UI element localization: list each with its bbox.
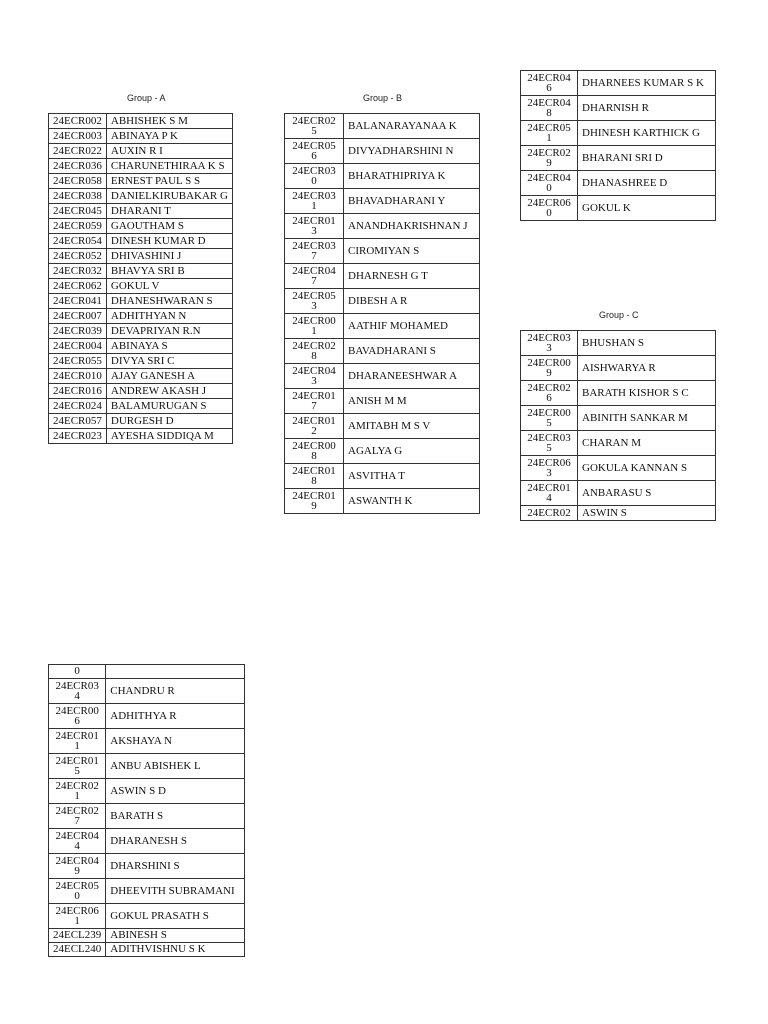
student-name-cell: CHARAN M <box>578 431 716 456</box>
roll-number-part: 24ECR06 <box>55 905 99 917</box>
roll-number-part: 3 <box>546 342 552 354</box>
student-name-cell: BHAVYA SRI B <box>106 264 232 279</box>
table-row <box>49 234 233 249</box>
roll-number-cell <box>521 406 578 431</box>
roll-number-part: 24ECR01 <box>55 730 99 742</box>
table-row <box>521 406 716 431</box>
student-name-cell: ANBU ABISHEK L <box>106 754 245 779</box>
student-name-cell: CHANDRU R <box>106 679 245 704</box>
table-row <box>49 399 233 414</box>
table-row <box>49 754 245 779</box>
table-row <box>49 679 245 704</box>
table-row <box>49 779 245 804</box>
roll-number-part: 24ECR00 <box>292 315 336 327</box>
roll-number-part: 24ECR03 <box>292 240 336 252</box>
roll-number-part: 3 <box>311 375 317 387</box>
roll-number-cell <box>521 96 578 121</box>
table-row <box>49 943 245 957</box>
roll-number-cell <box>521 331 578 356</box>
table-row <box>49 665 245 679</box>
roll-number-cell <box>521 121 578 146</box>
roll-number-part: 1 <box>546 132 552 144</box>
roll-number-part: 5 <box>546 417 552 429</box>
table-row <box>285 389 480 414</box>
roll-number-part: 0 <box>546 207 552 219</box>
table-row <box>521 71 716 96</box>
table-row <box>49 339 233 354</box>
roll-number-part: 24ECR03 <box>292 190 336 202</box>
roll-number-part: 24ECR05 <box>292 140 336 152</box>
roll-number-cell <box>285 239 344 264</box>
roll-number-part: 3 <box>311 300 317 312</box>
student-name-cell: BALANARAYANAA K <box>344 114 480 139</box>
student-name-cell: ERNEST PAUL S S <box>106 174 232 189</box>
roll-number-cell <box>285 339 344 364</box>
roll-number-part: 24ECR01 <box>292 390 336 402</box>
table-row <box>49 729 245 754</box>
roll-number-part: 24ECR02 <box>527 147 571 159</box>
roll-number-part: 1 <box>74 915 80 927</box>
student-name-cell: ADITHVISHNU S K <box>106 943 245 957</box>
roll-number-cell <box>285 189 344 214</box>
table-row <box>49 279 233 294</box>
student-name-cell: GOKULA KANNAN S <box>578 456 716 481</box>
student-name-cell: BARATH KISHOR S C <box>578 381 716 406</box>
roll-number-cell <box>285 114 344 139</box>
roll-number-cell <box>521 456 578 481</box>
roll-number-part: 1 <box>311 325 317 337</box>
roll-number-part: 24ECR02 <box>527 382 571 394</box>
table-row <box>49 904 245 929</box>
roll-number-part: 8 <box>311 350 317 362</box>
roll-number-cell: 24ECR041 <box>49 294 107 309</box>
student-name-cell: ADHITHYA R <box>106 704 245 729</box>
roll-number-part: 24ECR02 <box>55 805 99 817</box>
roll-number-part: 4 <box>74 840 80 852</box>
table-row <box>49 704 245 729</box>
student-name-cell: BHARATHIPRIYA K <box>344 164 480 189</box>
table-row <box>49 804 245 829</box>
student-name-cell: DHARNEES KUMAR S K <box>578 71 716 96</box>
table-row <box>521 481 716 506</box>
roll-number-part: 6 <box>74 715 80 727</box>
roll-number-part: 0 <box>311 175 317 187</box>
roll-number-cell <box>285 264 344 289</box>
roll-number-cell <box>285 464 344 489</box>
roll-number-part: 6 <box>546 82 552 94</box>
roll-number-cell <box>285 314 344 339</box>
roll-number-cell: 24ECR058 <box>49 174 107 189</box>
roll-number-part: 1 <box>311 200 317 212</box>
table-row <box>285 339 480 364</box>
student-name-cell: ASWIN S <box>578 506 716 521</box>
table-row <box>285 214 480 239</box>
roll-number-cell <box>285 164 344 189</box>
student-name-cell: AATHIF MOHAMED <box>344 314 480 339</box>
roll-number-part: 24ECR02 <box>292 115 336 127</box>
roll-number-cell: 24ECR016 <box>49 384 107 399</box>
table-row <box>285 139 480 164</box>
roll-number-cell: 24ECR002 <box>49 114 107 129</box>
roll-number-cell <box>49 804 106 829</box>
table-row <box>49 204 233 219</box>
student-name-cell: ABINAYA S <box>106 339 232 354</box>
roll-number-cell: 24ECR055 <box>49 354 107 369</box>
roll-number-part: 24ECR00 <box>527 407 571 419</box>
roll-number-cell: 24ECR062 <box>49 279 107 294</box>
roll-number-part: 24ECR04 <box>527 72 571 84</box>
roll-number-cell: 24ECR059 <box>49 219 107 234</box>
roll-number-part: 24ECR01 <box>292 465 336 477</box>
roll-number-cell: 24ECR052 <box>49 249 107 264</box>
roll-number-part: 24ECR01 <box>55 755 99 767</box>
table-row <box>521 506 716 521</box>
student-name-cell: ABINESH S <box>106 929 245 943</box>
student-name-cell: GOKUL K <box>578 196 716 221</box>
table-row <box>49 219 233 234</box>
roll-number-cell: 24ECR036 <box>49 159 107 174</box>
roll-number-part: 24ECR03 <box>292 165 336 177</box>
student-name-cell: ASVITHA T <box>344 464 480 489</box>
table-row <box>49 294 233 309</box>
roll-number-part: 24ECR01 <box>292 490 336 502</box>
table-row <box>285 364 480 389</box>
student-name-cell: BHUSHAN S <box>578 331 716 356</box>
student-name-cell: GAOUTHAM S <box>106 219 232 234</box>
roll-number-cell <box>49 729 106 754</box>
table-row <box>285 289 480 314</box>
student-name-cell: BALAMURUGAN S <box>106 399 232 414</box>
student-name-cell: DIVYADHARSHINI N <box>344 139 480 164</box>
student-name-cell: DHARSHINI S <box>106 854 245 879</box>
roll-number-cell: 24ECR039 <box>49 324 107 339</box>
table-row <box>285 164 480 189</box>
student-name-cell: ADHITHYAN N <box>106 309 232 324</box>
roll-number-part: 24ECR03 <box>527 432 571 444</box>
student-name-cell: ASWIN S D <box>106 779 245 804</box>
student-name-cell: AKSHAYA N <box>106 729 245 754</box>
student-name-cell: DIBESH A R <box>344 289 480 314</box>
roll-number-part: 6 <box>311 150 317 162</box>
table-row <box>521 431 716 456</box>
roll-number-part: 24ECR00 <box>292 440 336 452</box>
student-name-cell: CHARUNETHIRAA K S <box>106 159 232 174</box>
roll-number-part: 9 <box>74 865 80 877</box>
student-name-cell: DHIVASHINI J <box>106 249 232 264</box>
roll-number-cell <box>49 829 106 854</box>
roll-number-part: 4 <box>74 690 80 702</box>
roll-number-part: 0 <box>74 890 80 902</box>
student-name-cell: ANBARASU S <box>578 481 716 506</box>
roll-number-part: 24ECR04 <box>55 830 99 842</box>
table-row <box>49 369 233 384</box>
student-name-cell: DHANASHREE D <box>578 171 716 196</box>
student-name-cell <box>106 665 245 679</box>
roll-number-part: 9 <box>311 500 317 512</box>
table-row <box>49 144 233 159</box>
table-row <box>285 314 480 339</box>
roll-number-part: 24ECR05 <box>292 290 336 302</box>
student-name-cell: DHARNESH G T <box>344 264 480 289</box>
table-row <box>49 309 233 324</box>
roll-number-part: 24ECR03 <box>55 680 99 692</box>
table-row <box>285 189 480 214</box>
group-a-table <box>48 113 233 444</box>
roll-number-part: 3 <box>546 467 552 479</box>
roll-number-cell <box>521 146 578 171</box>
table-row <box>285 439 480 464</box>
roll-number-cell: 24ECR032 <box>49 264 107 279</box>
table-row <box>49 414 233 429</box>
table-row <box>49 189 233 204</box>
student-name-cell: ABINITH SANKAR M <box>578 406 716 431</box>
student-name-cell: AGALYA G <box>344 439 480 464</box>
table-row <box>285 489 480 514</box>
table-row <box>49 879 245 904</box>
roll-number-cell: 24ECL239 <box>49 929 106 943</box>
roll-number-cell <box>49 904 106 929</box>
table-row <box>49 829 245 854</box>
table-row <box>285 464 480 489</box>
table-row <box>49 114 233 129</box>
table-row <box>521 196 716 221</box>
student-name-cell: BHARANI SRI D <box>578 146 716 171</box>
student-name-cell: BHAVADHARANI Y <box>344 189 480 214</box>
student-name-cell: DINESH KUMAR D <box>106 234 232 249</box>
roll-number-cell: 24ECR057 <box>49 414 107 429</box>
student-name-cell: AISHWARYA R <box>578 356 716 381</box>
group-c-continued-table <box>48 664 245 957</box>
student-name-cell: ANDREW AKASH J <box>106 384 232 399</box>
student-name-cell: AJAY GANESH A <box>106 369 232 384</box>
roll-number-part: 1 <box>74 790 80 802</box>
roll-number-cell: 24ECR010 <box>49 369 107 384</box>
roll-number-cell: 24ECR004 <box>49 339 107 354</box>
student-name-cell: BARATH S <box>106 804 245 829</box>
roll-number-part: 8 <box>311 450 317 462</box>
student-name-cell: BAVADHARANI S <box>344 339 480 364</box>
roll-number-part: 24ECR01 <box>527 482 571 494</box>
roll-number-cell <box>285 439 344 464</box>
student-name-cell: DIVYA SRI C <box>106 354 232 369</box>
roll-number-part: 0 <box>546 182 552 194</box>
roll-number-part: 8 <box>546 107 552 119</box>
table-row <box>285 264 480 289</box>
roll-number-cell: 24ECR02 <box>521 506 578 521</box>
roll-number-cell <box>521 356 578 381</box>
roll-number-cell: 24ECR054 <box>49 234 107 249</box>
roll-number-part: 5 <box>74 765 80 777</box>
student-name-cell: AUXIN R I <box>106 144 232 159</box>
roll-number-part: 9 <box>546 157 552 169</box>
roll-number-part: 5 <box>311 125 317 137</box>
student-name-cell: DHANESHWARAN S <box>106 294 232 309</box>
roll-number-cell: 24ECR038 <box>49 189 107 204</box>
roll-number-part: 9 <box>546 367 552 379</box>
student-name-cell: ABINAYA P K <box>106 129 232 144</box>
table-row <box>49 264 233 279</box>
roll-number-cell <box>521 381 578 406</box>
student-name-cell: CIROMIYAN S <box>344 239 480 264</box>
roll-number-cell <box>285 139 344 164</box>
table-row <box>521 331 716 356</box>
roll-number-cell <box>285 214 344 239</box>
roll-number-cell: 24ECR022 <box>49 144 107 159</box>
table-row <box>49 249 233 264</box>
table-row <box>49 159 233 174</box>
group-b-continued-table <box>520 70 716 221</box>
roll-number-cell <box>285 414 344 439</box>
table-row <box>49 929 245 943</box>
student-name-cell: ANISH M M <box>344 389 480 414</box>
student-name-cell: ABHISHEK S M <box>106 114 232 129</box>
student-name-cell: DHARANEESHWAR A <box>344 364 480 389</box>
roll-number-part: 5 <box>546 442 552 454</box>
roll-number-part: 24ECR06 <box>527 457 571 469</box>
roll-number-part: 24ECR04 <box>292 365 336 377</box>
roll-number-cell: 24ECR007 <box>49 309 107 324</box>
roll-number-cell: 24ECR023 <box>49 429 107 444</box>
student-name-cell: DANIELKIRUBAKAR G <box>106 189 232 204</box>
roll-number-part: 3 <box>311 225 317 237</box>
roll-number-part: 24ECR02 <box>292 340 336 352</box>
roll-number-cell <box>285 289 344 314</box>
roll-number-part: 24ECR05 <box>527 122 571 134</box>
roll-number-cell: 24ECL240 <box>49 943 106 957</box>
table-row <box>285 114 480 139</box>
student-name-cell: DEVAPRIYAN R.N <box>106 324 232 339</box>
table-row <box>285 239 480 264</box>
group-c-table <box>520 330 716 521</box>
roll-number-part: 24ECR04 <box>527 172 571 184</box>
roll-number-cell: 24ECR045 <box>49 204 107 219</box>
table-row <box>521 121 716 146</box>
roll-number-part: 24ECR01 <box>292 415 336 427</box>
roll-number-part: 24ECR02 <box>55 780 99 792</box>
group-b-title: Group - B <box>363 93 403 103</box>
student-name-cell: ANANDHAKRISHNAN J <box>344 214 480 239</box>
roll-number-part: 1 <box>74 740 80 752</box>
table-row <box>521 356 716 381</box>
roll-number-part: 24ECR04 <box>292 265 336 277</box>
group-b-table <box>284 113 480 514</box>
student-name-cell: DHINESH KARTHICK G <box>578 121 716 146</box>
roll-number-cell <box>49 754 106 779</box>
table-row <box>521 171 716 196</box>
roll-number-part: 2 <box>311 425 317 437</box>
student-name-cell: GOKUL PRASATH S <box>106 904 245 929</box>
student-name-cell: DHARANI T <box>106 204 232 219</box>
roll-number-cell: 24ECR003 <box>49 129 107 144</box>
table-row <box>521 456 716 481</box>
group-c-title: Group - C <box>599 310 639 320</box>
roll-number-cell <box>521 71 578 96</box>
student-name-cell: AYESHA SIDDIQA M <box>106 429 232 444</box>
roll-number-part: 7 <box>311 400 317 412</box>
table-row <box>521 146 716 171</box>
roll-number-part: 7 <box>311 275 317 287</box>
roll-number-part: 24ECR06 <box>527 197 571 209</box>
table-row <box>49 854 245 879</box>
table-row <box>49 429 233 444</box>
student-name-cell: DHARNISH R <box>578 96 716 121</box>
roll-number-cell: 0 <box>49 665 106 679</box>
roll-number-cell <box>521 431 578 456</box>
roll-number-part: 24ECR04 <box>527 97 571 109</box>
roll-number-cell <box>49 854 106 879</box>
roll-number-part: 7 <box>311 250 317 262</box>
roll-number-cell <box>521 171 578 196</box>
roll-number-cell <box>49 879 106 904</box>
table-row <box>49 324 233 339</box>
table-row <box>285 414 480 439</box>
student-name-cell: AMITABH M S V <box>344 414 480 439</box>
roll-number-part: 24ECR03 <box>527 332 571 344</box>
table-row <box>49 174 233 189</box>
roll-number-part: 6 <box>546 392 552 404</box>
table-row <box>49 384 233 399</box>
student-name-cell: ASWANTH K <box>344 489 480 514</box>
student-name-cell: DHEEVITH SUBRAMANI <box>106 879 245 904</box>
group-a-title: Group - A <box>127 93 166 103</box>
roll-number-cell <box>285 489 344 514</box>
roll-number-part: 24ECR01 <box>292 215 336 227</box>
roll-number-cell <box>285 389 344 414</box>
student-name-cell: DURGESH D <box>106 414 232 429</box>
roll-number-cell: 24ECR024 <box>49 399 107 414</box>
roll-number-part: 8 <box>311 475 317 487</box>
roll-number-part: 24ECR04 <box>55 855 99 867</box>
table-row <box>521 96 716 121</box>
roll-number-cell <box>49 779 106 804</box>
roll-number-cell <box>521 196 578 221</box>
table-row <box>49 129 233 144</box>
roll-number-part: 7 <box>74 815 80 827</box>
student-name-cell: GOKUL V <box>106 279 232 294</box>
roll-number-cell <box>285 364 344 389</box>
table-row <box>521 381 716 406</box>
roll-number-cell <box>49 679 106 704</box>
roll-number-part: 24ECR00 <box>527 357 571 369</box>
roll-number-cell <box>49 704 106 729</box>
roll-number-part: 24ECR05 <box>55 880 99 892</box>
student-name-cell: DHARANESH S <box>106 829 245 854</box>
table-row <box>49 354 233 369</box>
roll-number-part: 4 <box>546 492 552 504</box>
roll-number-cell <box>521 481 578 506</box>
roll-number-part: 24ECR00 <box>55 705 99 717</box>
